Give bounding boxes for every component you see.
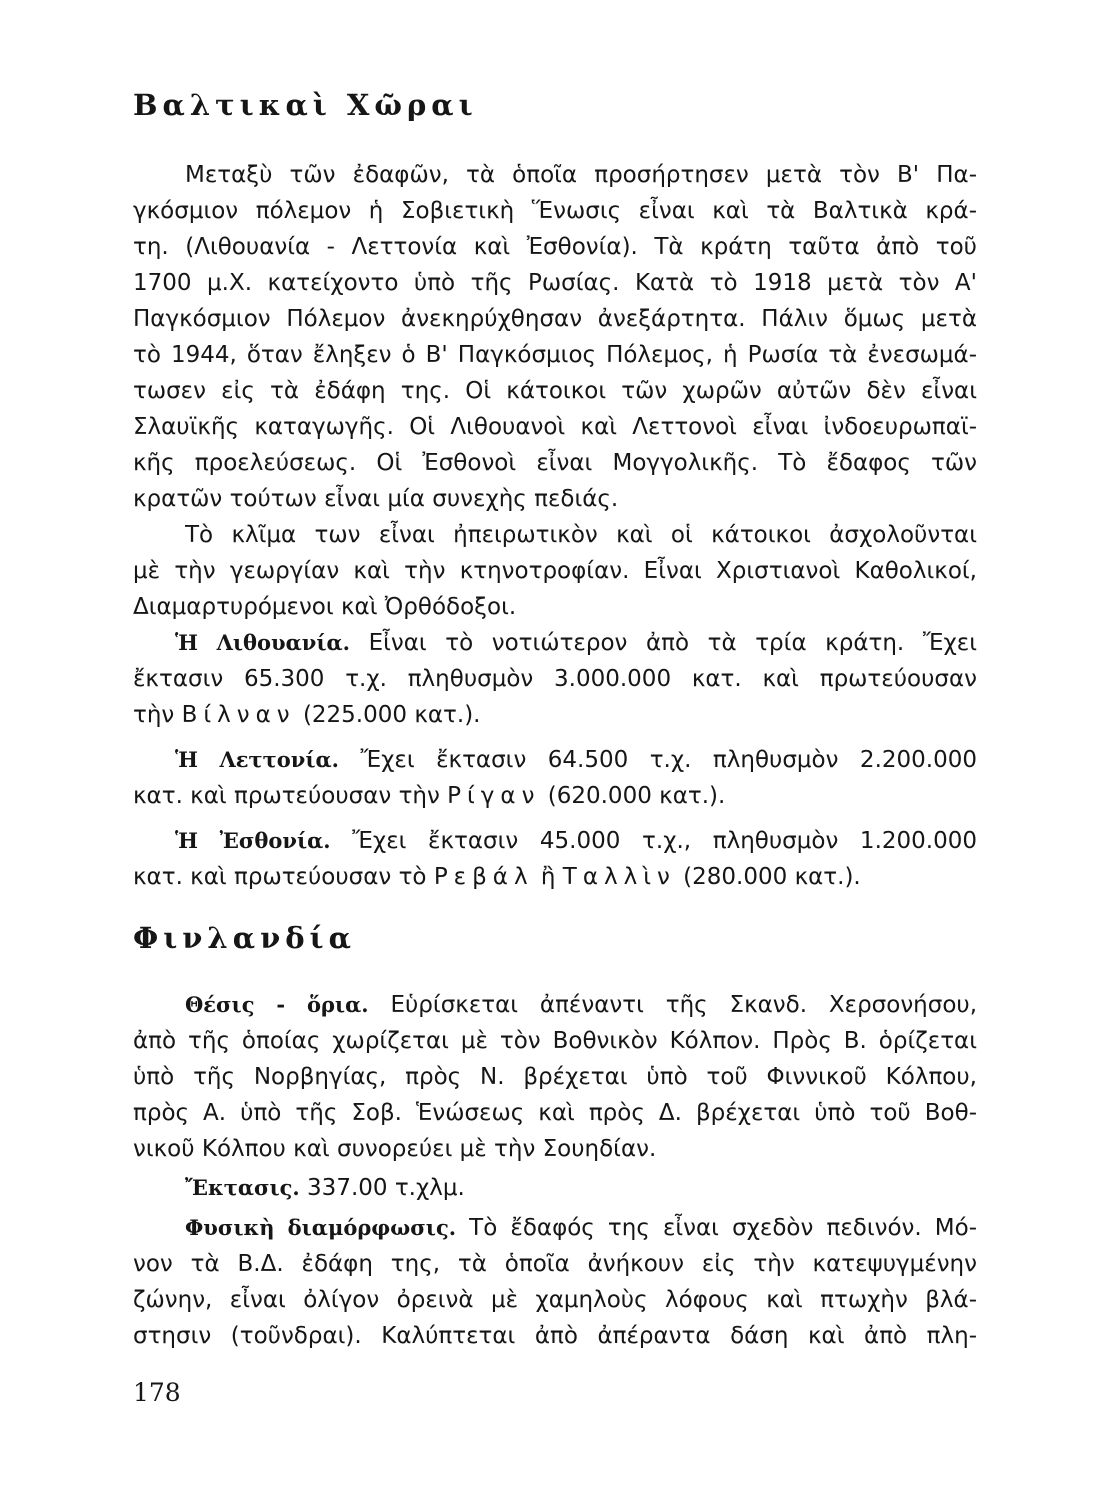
finland-position-line: ὑπὸ τῆς Νορβηγίας, πρὸς Ν. βρέχεται ὑπὸ τοῦ Φιννικοῦ Κόλπου, (133, 1064, 977, 1090)
section-heading-baltic-countries: Βαλτικαὶ Χῶραι (133, 88, 478, 122)
finland-position-line: ἀπὸ τῆς ὁποίας χωρίζεται μὲ τὸν Βοθνικὸν Κόλπον. Πρὸς Β. ὁρίζεται (133, 1028, 977, 1054)
section-heading-finland: Φινλανδία (133, 921, 356, 955)
lithuania-capital: Βίλναν (181, 702, 296, 728)
latvia-text: Ἔχει ἔκτασιν 64.500 τ.χ. πληθυσμὸν 2.200.000 (360, 747, 977, 773)
lithuania-text: (225.000 κατ.). (302, 702, 481, 728)
page-number: 178 (133, 1378, 181, 1407)
paragraph-line: τὸ 1944, ὅταν ἔληξεν ὁ Β' Παγκόσμιος Πόλεμος, ἡ Ρωσία τὰ ἐνεσωμά- (133, 342, 977, 368)
latvia-entry-line (133, 781, 977, 811)
latvia-text: (620.000 κατ.). (547, 783, 726, 809)
estonia-lead: Ἡ Ἐσθονία. (175, 828, 331, 853)
finland-position-line: πρὸς Α. ὑπὸ τῆς Σοβ. Ἑνώσεως καὶ πρὸς Δ. βρέχεται ὑπὸ τοῦ Βοθ- (133, 1100, 977, 1126)
estonia-text: κατ. καὶ πρωτεύουσαν τὸ (133, 864, 427, 890)
paragraph-line: Παγκόσμιον Πόλεμον ἀνεκηρύχθησαν ἀνεξάρτητα. Πάλιν ὅμως μετὰ (133, 306, 977, 332)
lithuania-lead: Ἡ Λιθουανία. (175, 630, 350, 655)
paragraph-line: τωσεν εἰς τὰ ἐδάφη της. Οἱ κάτοικοι τῶν χωρῶν αὐτῶν δὲν εἶναι (133, 378, 977, 404)
paragraph-line: τη. (Λιθουανία - Λεττονία καὶ Ἐσθονία). Τὰ κράτη ταῦτα ἀπὸ τοῦ (133, 234, 977, 260)
estonia-entry-line (133, 862, 977, 892)
paragraph-line: κῆς προελεύσεως. Οἱ Ἐσθονοὶ εἶναι Μογγολικῆς. Τὸ ἔδαφος τῶν (133, 450, 977, 476)
estonia-text: ἢ (540, 864, 556, 890)
latvia-capital: Ρίγαν (447, 783, 541, 809)
finland-position-line: νικοῦ Κόλπου καὶ συνορεύει μὲ τὴν Σουηδίαν. (133, 1136, 657, 1162)
estonia-capital-tallinn: Ταλλὶν (562, 864, 676, 890)
lithuania-entry-line (175, 628, 977, 658)
finland-physical-line: νον τὰ Β.Δ. ἐδάφη της, τὰ ὁποῖα ἀνήκουν εἰς τὴν κατεψυγμένην (133, 1251, 977, 1277)
finland-physical-lead: Φυσικὴ διαμόρφωσις. (185, 1215, 457, 1240)
estonia-text: Ἔχει ἔκτασιν 45.000 τ.χ., πληθυσμὸν 1.200.000 (352, 828, 977, 854)
lithuania-entry-line (133, 700, 977, 730)
paragraph-line: Τὸ κλῖμα των εἶναι ἠπειρωτικὸν καὶ οἱ κάτοικοι ἀσχολοῦνται (185, 522, 977, 548)
finland-area-lead: Ἔκτασις. (185, 1175, 300, 1200)
finland-physical-line: στησιν (τοῦνδραι). Καλύπτεται ἀπὸ ἀπέραντα δάση καὶ ἀπὸ πλη- (133, 1323, 977, 1349)
lithuania-text: Εἶναι τὸ νοτιώτερον ἀπὸ τὰ τρία κράτη. Ἔχει (368, 630, 977, 656)
latvia-entry-line (175, 745, 977, 775)
paragraph-line: Διαμαρτυρόμενοι καὶ Ὀρθόδοξοι. (133, 594, 517, 620)
paragraph-line: Μεταξὺ τῶν ἐδαφῶν, τὰ ὁποῖα προσήρτησεν μετὰ τὸν Β' Πα- (185, 162, 977, 188)
lithuania-entry-line: ἔκτασιν 65.300 τ.χ. πληθυσμὸν 3.000.000 κατ. καὶ πρωτεύουσαν (133, 666, 977, 692)
finland-position-text: Εὑρίσκεται ἀπέναντι τῆς Σκανδ. Χερσονήσου, (390, 992, 977, 1018)
latvia-text: κατ. καὶ πρωτεύουσαν τὴν (133, 783, 440, 809)
finland-physical-line (185, 1213, 977, 1243)
paragraph-line: 1700 μ.Χ. κατείχοντο ὑπὸ τῆς Ρωσίας. Κατὰ τὸ 1918 μετὰ τὸν Α' (133, 270, 977, 296)
finland-physical-text: Τὸ ἔδαφός της εἶναι σχεδὸν πεδινόν. Μό- (469, 1215, 977, 1241)
lithuania-text: τὴν (133, 702, 175, 728)
estonia-capital-reval: Ρεβάλ (433, 864, 534, 890)
finland-position-lead: Θέσις - ὅρια. (185, 992, 369, 1017)
paragraph-line: Σλαυϊκῆς καταγωγῆς. Οἱ Λιθουανοὶ καὶ Λεττονοὶ εἶναι ἰνδοευρωπαϊ- (133, 414, 977, 440)
paragraph-line: κρατῶν τούτων εἶναι μία συνεχὴς πεδιάς. (133, 486, 619, 512)
estonia-entry-line (175, 826, 977, 856)
finland-position-line (185, 990, 977, 1020)
finland-area-value: 337.00 τ.χλμ. (307, 1175, 465, 1201)
finland-area-line (185, 1173, 977, 1203)
estonia-text: (280.000 κατ.). (683, 864, 861, 890)
finland-physical-line: ζώνην, εἶναι ὀλίγον ὀρεινὰ μὲ χαμηλοὺς λόφους καὶ πτωχὴν βλά- (133, 1287, 977, 1313)
paragraph-line: μὲ τὴν γεωργίαν καὶ τὴν κτηνοτροφίαν. Εἶναι Χριστιανοὶ Καθολικοί, (133, 558, 977, 584)
paragraph-line: γκόσμιον πόλεμον ἡ Σοβιετικὴ Ἕνωσις εἶναι καὶ τὰ Βαλτικὰ κρά- (133, 198, 977, 224)
latvia-lead: Ἡ Λεττονία. (175, 747, 339, 772)
